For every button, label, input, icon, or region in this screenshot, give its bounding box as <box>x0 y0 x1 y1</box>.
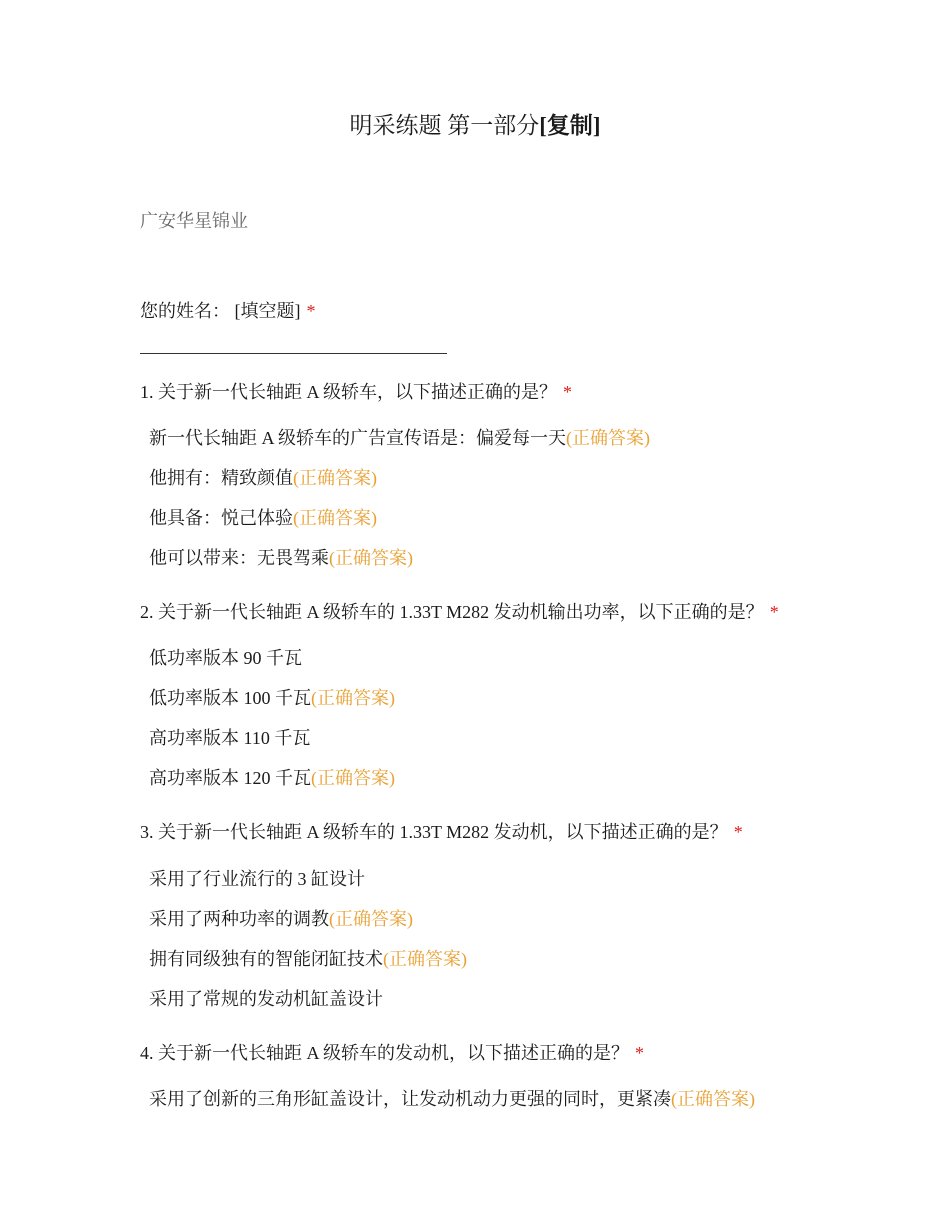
correct-tag: (正确答案) <box>311 768 395 788</box>
option-q3-c <box>149 946 467 972</box>
option-text: 高功率版本 110 千瓦 <box>149 728 311 748</box>
required-mark: * <box>306 301 316 321</box>
option-text: 他拥有：精致颜值 <box>149 468 293 488</box>
option-text: 新一代长轴距 A 级轿车的广告宣传语是：偏爱每一天 <box>149 428 567 448</box>
option-q2-a <box>149 645 302 671</box>
correct-tag: (正确答案) <box>383 949 467 969</box>
question-text: 1. 关于新一代长轴距 A 级轿车，以下描述正确的是？ <box>140 382 558 402</box>
page-title <box>0 111 950 141</box>
question-3 <box>140 819 743 845</box>
option-text: 采用了两种功率的调教 <box>149 909 329 929</box>
option-text: 他具备：悦己体验 <box>149 508 293 528</box>
name-label-text: 您的姓名： <box>140 301 230 321</box>
name-field-label <box>140 298 316 324</box>
question-text: 2. 关于新一代长轴距 A 级轿车的 1.33T M282 发动机输出功率，以下正确的是？ <box>140 602 764 622</box>
option-q4-a <box>149 1086 755 1112</box>
question-2 <box>140 599 779 625</box>
correct-tag: (正确答案) <box>311 688 395 708</box>
required-mark: * <box>733 822 743 842</box>
question-text: 4. 关于新一代长轴距 A 级轿车的发动机，以下描述正确的是？ <box>140 1043 630 1063</box>
correct-tag: (正确答案) <box>329 909 413 929</box>
option-q1-b <box>149 465 377 491</box>
option-q3-b <box>149 906 413 932</box>
name-input-line[interactable] <box>140 353 447 354</box>
option-q1-a <box>149 425 650 451</box>
option-text: 低功率版本 100 千瓦 <box>149 688 311 708</box>
option-q1-c <box>149 505 377 531</box>
option-text: 高功率版本 120 千瓦 <box>149 768 311 788</box>
name-field-type: [填空题] <box>234 301 301 321</box>
option-text: 拥有同级独有的智能闭缸技术 <box>149 949 383 969</box>
required-mark: * <box>563 382 573 402</box>
option-q1-d <box>149 545 413 571</box>
option-text: 他可以带来：无畏驾乘 <box>149 548 329 568</box>
correct-tag: (正确答案) <box>671 1089 755 1109</box>
option-text: 采用了常规的发动机缸盖设计 <box>149 989 383 1009</box>
option-q2-d <box>149 765 395 791</box>
correct-tag: (正确答案) <box>293 468 377 488</box>
required-mark: * <box>635 1043 645 1063</box>
option-q2-b <box>149 685 395 711</box>
question-4 <box>140 1040 644 1066</box>
correct-tag: (正确答案) <box>329 548 413 568</box>
option-text: 采用了创新的三角形缸盖设计，让发动机动力更强的同时，更紧凑 <box>149 1089 671 1109</box>
title-suffix: [复制] <box>539 113 601 138</box>
option-text: 采用了行业流行的 3 缸设计 <box>149 869 365 889</box>
question-text: 3. 关于新一代长轴距 A 级轿车的 1.33T M282 发动机，以下描述正确的是？ <box>140 822 728 842</box>
required-mark: * <box>769 602 779 622</box>
option-q3-a <box>149 866 365 892</box>
option-text: 低功率版本 90 千瓦 <box>149 648 302 668</box>
option-q2-c <box>149 725 310 751</box>
correct-tag: (正确答案) <box>293 508 377 528</box>
question-1 <box>140 379 572 405</box>
page-subtitle: 广安华星锦业 <box>140 211 248 231</box>
option-q3-d <box>149 986 383 1012</box>
correct-tag: (正确答案) <box>566 428 651 448</box>
title-main: 明采练题 第一部分 <box>349 113 540 138</box>
